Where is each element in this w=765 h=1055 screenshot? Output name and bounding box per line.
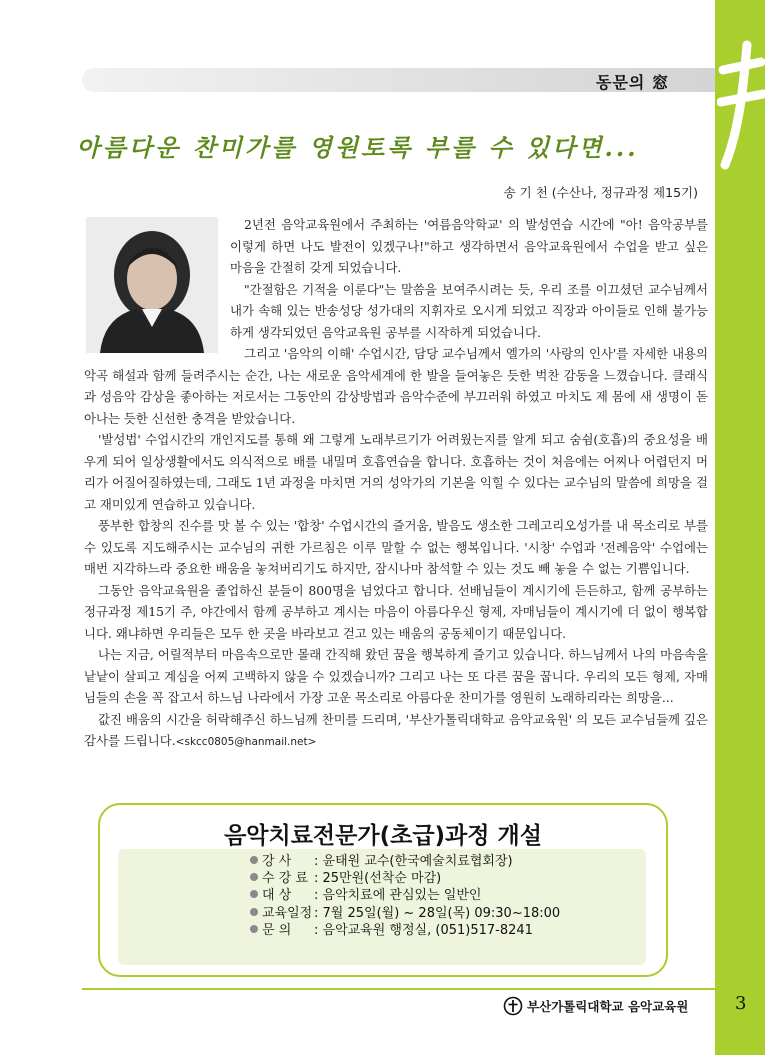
notice-item xyxy=(250,870,560,887)
bullet-icon xyxy=(250,908,258,916)
notice-item xyxy=(250,853,560,870)
notice-item-value: : 25만원(선착순 마감) xyxy=(314,871,442,887)
paragraph: '발성법' 수업시간의 개인지도를 통해 왜 그렇게 노래부르기가 어려웠는지를 알게 되고 숨쉼(호흡)의 중요성을 배우게 되어 일상생활에서도 의식적으로 배를 내밀며 호흡연습을 합니다. 호흡하는 것이 처음에는 어찌나 어렵던지 머리가 어질어질하였는데, 그래도 1년 과정을 마치면 거의 성악가의 기본을 익힐 수 있다는 교수님의 말씀에 희망을 걸고 재미있게 연습하고 있습니다. xyxy=(84,432,708,512)
bullet-icon xyxy=(250,873,258,881)
notice-item-value: : 윤태원 교수(한국예술치료협회장) xyxy=(314,854,513,869)
course-notice-box xyxy=(98,803,668,977)
paragraph: "간절함은 기적을 이룬다"는 말씀을 보여주시려는 듯, 우리 조를 이끄셨던 교수님께서 내가 속해 있는 반송성당 성가대의 지휘자로 오시게 되었고 직장과 아이들로 인해 불가능하게 생각되었던 음악교육원 공부를 시작하게 되었습니다. xyxy=(230,281,708,340)
institution-logo-icon xyxy=(503,996,523,1016)
page-number: 3 xyxy=(735,993,747,1014)
paragraph: 2년전 음악교육원에서 주최하는 '여름음악학교' 의 발성연습 시간에 "아! 음악공부를 이렇게 하면 나도 발전이 있겠구나!"하고 생각하면서 음악교육원에서 수업을 받고 싶은 마음을 간절히 갖게 되었습니다. xyxy=(230,217,708,275)
notice-item xyxy=(250,887,560,904)
bullet-icon xyxy=(250,925,258,933)
notice-item-value: : 음악교육원 행정실, (051)517-8241 xyxy=(314,922,533,938)
paragraph-last xyxy=(84,709,708,754)
paragraph: 풍부한 합창의 진수를 맛 볼 수 있는 '합창' 수업시간의 즐거움, 발음도 생소한 그레고리오성가를 내 목소리로 부를 수 있도록 지도해주시는 교수님의 귀한 가르침은 이루 말할 수 없는 행복입니다. '시창' 수업과 '전례음악' 수업에는 매번 지각하느라 중요한 배움을 놓쳐버리기도 하지만, 잠시나마 참석할 수 있는 것도 빼 놓을 수 없는 기쁨입니다. xyxy=(84,518,708,576)
decorative-glyph-icon xyxy=(717,40,765,170)
paragraph: 그동안 음악교육원을 졸업하신 분들이 800명을 넘었다고 합니다. 선배님들이 계시기에 든든하고, 함께 공부하는 정규과정 제15기 주, 야간에서 함께 공부하고 계시는 마음이 아름다우신 형제, 자매님들이 계시기에 더 없이 행복합니다. 왜냐하면 우리들은 모두 한 곳을 바라보고 걷고 있는 배움의 공동체이기 때문입니다. xyxy=(84,582,708,641)
notice-item-label: 문 의 xyxy=(262,922,292,938)
notice-details-list xyxy=(250,853,560,939)
paragraph: 그리고 '음악의 이해' 수업시간, 담당 교수님께서 엘가의 '사랑의 인사'를 자세한 내용의 악곡 해설과 함께 들려주시는 순간, 나는 새로운 음악세계에 한 발을 들여놓은 듯한 벅찬 감동을 느꼈습니다. 클래식과 성음악 감상을 좋아하는 저로서는 그동안의 감상방법과 음악수준에 부끄러워 하였고 마치도 제 몸에 새 생명이 돋아나는 듯한 신선한 충격을 받았습니다. xyxy=(84,346,708,426)
notice-item-value: : 7월 25일(월) ~ 28일(목) 09:30~18:00 xyxy=(314,905,561,921)
photo-spacer xyxy=(84,214,230,364)
footer-institution: 부산가톨릭대학교 음악교육원 xyxy=(527,999,689,1014)
notice-item-label: 수 강 료 xyxy=(262,871,308,887)
article-author: 송 기 천 (수산나, 정규과정 제15기) xyxy=(503,185,698,200)
section-title: 동문의 窓 xyxy=(596,73,669,92)
bullet-icon xyxy=(250,856,258,864)
article-title: 아름다운 찬미가를 영원토록 부를 수 있다면... xyxy=(76,133,639,162)
notice-item-label: 강 사 xyxy=(262,854,292,869)
author-email: <skcc0805@hanmail.net> xyxy=(175,736,317,748)
footer-divider xyxy=(82,988,715,990)
notice-item xyxy=(250,922,560,939)
notice-title: 음악치료전문가(초급)과정 개설 xyxy=(224,823,542,849)
notice-item-label: 대 상 xyxy=(262,888,292,904)
notice-details-panel xyxy=(118,849,646,965)
bullet-icon xyxy=(250,890,258,898)
notice-item-label: 교육일정 xyxy=(262,905,313,921)
article-body xyxy=(84,214,708,754)
notice-item-value: : 음악치료에 관심있는 일반인 xyxy=(314,888,482,904)
paragraph: 나는 지금, 어릴적부터 마음속으로만 몰래 간직해 왔던 꿈을 행복하게 즐기고 있습니다. 하느님께서 나의 마음속을 낱낱이 살피고 계심을 어찌 고백하지 않을 수 있겠습니까? 그리고 나는 또 다른 꿈을 꿉니다. 우리의 모든 형제, 자매님들의 손을 꼭 잡고서 하느님 나라에서 가장 고운 목소리로 아름다운 찬미가를 영원히 노래하리라는 희망을... xyxy=(84,647,708,705)
paragraph-text: 값진 배움의 시간을 허락해주신 하느님께 찬미를 드리며, '부산가톨릭대학교 음악교육원' 의 모든 교수님들께 깊은 감사를 드립니다. xyxy=(84,711,708,748)
notice-item xyxy=(250,905,560,922)
